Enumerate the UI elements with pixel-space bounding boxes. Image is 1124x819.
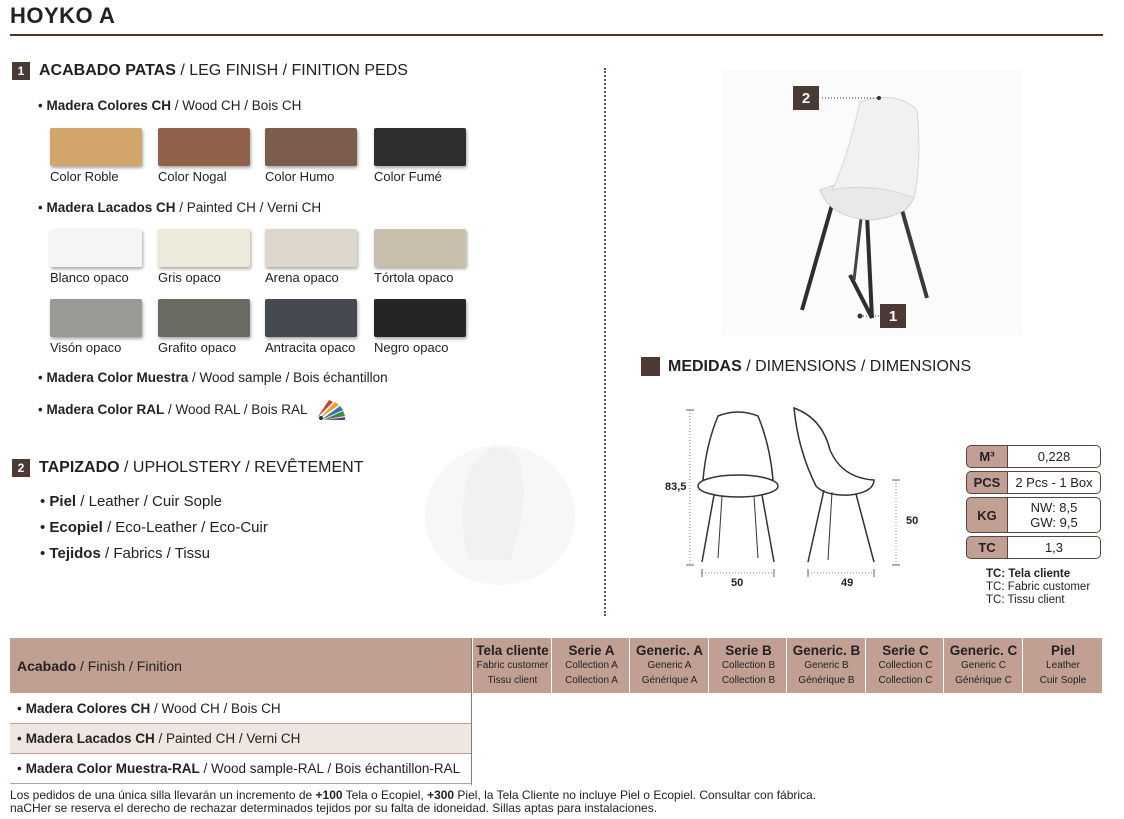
color-swatch-label: Negro opaco — [374, 340, 449, 355]
price-column-header: Serie B Collection B Collection B — [708, 638, 788, 693]
price-table-vertical-rule — [471, 638, 472, 785]
section-number-badge: 2 — [12, 459, 30, 477]
color-swatch — [265, 299, 357, 337]
spec-row-tc: TC 1,3 — [966, 536, 1101, 559]
color-swatch — [158, 299, 250, 337]
color-swatch-label: Tórtola opaco — [374, 270, 454, 285]
price-column-header: Serie A Collection A Collection A — [551, 638, 631, 693]
color-swatch — [374, 128, 466, 166]
painted-colors-subheading: • Madera Lacados CH / Painted CH / Verni CH — [38, 200, 322, 215]
upholstery-callout-badge: 2 — [793, 86, 819, 110]
spec-row-volume: M³ 0,228 — [966, 445, 1101, 468]
price-row-sample-ral: • Madera Color Muestra-RAL / Wood sample-RAL / Bois échantillon-RAL — [10, 754, 471, 784]
price-column-header: Serie C Collection C Collection C — [865, 638, 945, 693]
color-swatch — [50, 299, 142, 337]
spec-row-weight: KG NW: 8,5 GW: 9,5 — [966, 497, 1101, 533]
price-row-wood-colors: • Madera Colores CH / Wood CH / Bois CH — [10, 694, 471, 724]
color-swatch — [265, 229, 357, 267]
chair-product-photo — [722, 70, 1022, 335]
price-column-header: Generic. B Generic B Générique B — [786, 638, 866, 693]
price-column-header: Generic. C Generic C Générique C — [943, 638, 1023, 693]
color-swatch-label: Color Nogal — [158, 169, 227, 184]
color-swatch-label: Visón opaco — [50, 340, 122, 355]
color-swatch — [374, 229, 466, 267]
price-column-header: Tela cliente Fabric customer Tissu client — [472, 638, 552, 693]
leg-callout-badge: 1 — [880, 304, 906, 328]
color-swatch-label: Color Roble — [50, 169, 119, 184]
dimension-height: 83,5 — [665, 481, 687, 493]
upholstery-leather: • Piel / Leather / Cuir Sople — [40, 493, 223, 510]
color-swatch — [50, 128, 142, 166]
title-divider — [10, 34, 1103, 36]
color-swatch-label: Blanco opaco — [50, 270, 129, 285]
dimension-depth: 49 — [841, 577, 854, 589]
color-swatch-label: Color Fumé — [374, 169, 442, 184]
wood-ral-option: • Madera Color RAL / Wood RAL / Bois RAL — [38, 402, 308, 417]
color-swatch — [374, 299, 466, 337]
section-leg-finish-heading: 1 ACABADO PATAS / LEG FINISH / FINITION PEDS — [12, 62, 408, 80]
tc-legend: TC: Tela cliente TC: Fabric customer TC: Tissu client — [986, 568, 1091, 606]
footnote-rights: naCHer se reserva el derecho de rechazar determinados tejidos por su falta de idoneidad. Sillas aptas para instalaciones. — [10, 801, 658, 815]
price-row-painted: • Madera Lacados CH / Painted CH / Verni CH — [10, 724, 471, 754]
color-swatch-label: Grafito opaco — [158, 340, 237, 355]
ral-color-fan-icon — [315, 396, 347, 422]
price-column-header: Piel Leather Cuir Sople — [1022, 638, 1103, 693]
color-swatch — [158, 229, 250, 267]
upholstery-eco-leather: • Ecopiel / Eco-Leather / Eco-Cuir — [40, 519, 268, 536]
dimension-seat-height: 50 — [906, 515, 919, 527]
color-swatch — [158, 128, 250, 166]
dimensions-heading: MEDIDAS / DIMENSIONS / DIMENSIONS — [641, 357, 971, 376]
wood-colors-subheading: • Madera Colores CH / Wood CH / Bois CH — [38, 98, 302, 113]
footnote-surcharge: Los pedidos de una única silla llevarán un incremento de +100 Tela o Ecopiel, +300 Piel, la Tela Cliente no incluye Piel o Ecopiel. Consultar con fábrica. — [10, 788, 817, 802]
upholstery-fabrics: • Tejidos / Fabrics / Tissu — [40, 545, 211, 562]
dimension-width: 50 — [731, 577, 744, 589]
column-divider — [604, 68, 606, 616]
price-table-finish-header: Acabado / Finish / Finition — [17, 658, 182, 674]
background-chair-watermark — [400, 420, 600, 600]
color-swatch — [265, 128, 357, 166]
price-column-header: Generic. A Generic A Générique A — [629, 638, 709, 693]
wood-sample-option: • Madera Color Muestra / Wood sample / Bois échantillon — [38, 370, 388, 385]
color-swatch — [50, 229, 142, 267]
color-swatch-label: Color Humo — [265, 169, 335, 184]
color-swatch-label: Gris opaco — [158, 270, 221, 285]
spec-row-pieces: PCS 2 Pcs - 1 Box — [966, 471, 1101, 494]
dimension-drawing — [660, 400, 920, 595]
section-upholstery-heading: 2 TAPIZADO / UPHOLSTERY / REVÊTEMENT — [12, 459, 364, 477]
section-number-badge: 1 — [12, 62, 30, 80]
color-swatch-label: Arena opaco — [265, 270, 339, 285]
color-swatch-label: Antracita opaco — [265, 340, 356, 355]
page-title: HOYKO A — [10, 3, 116, 28]
